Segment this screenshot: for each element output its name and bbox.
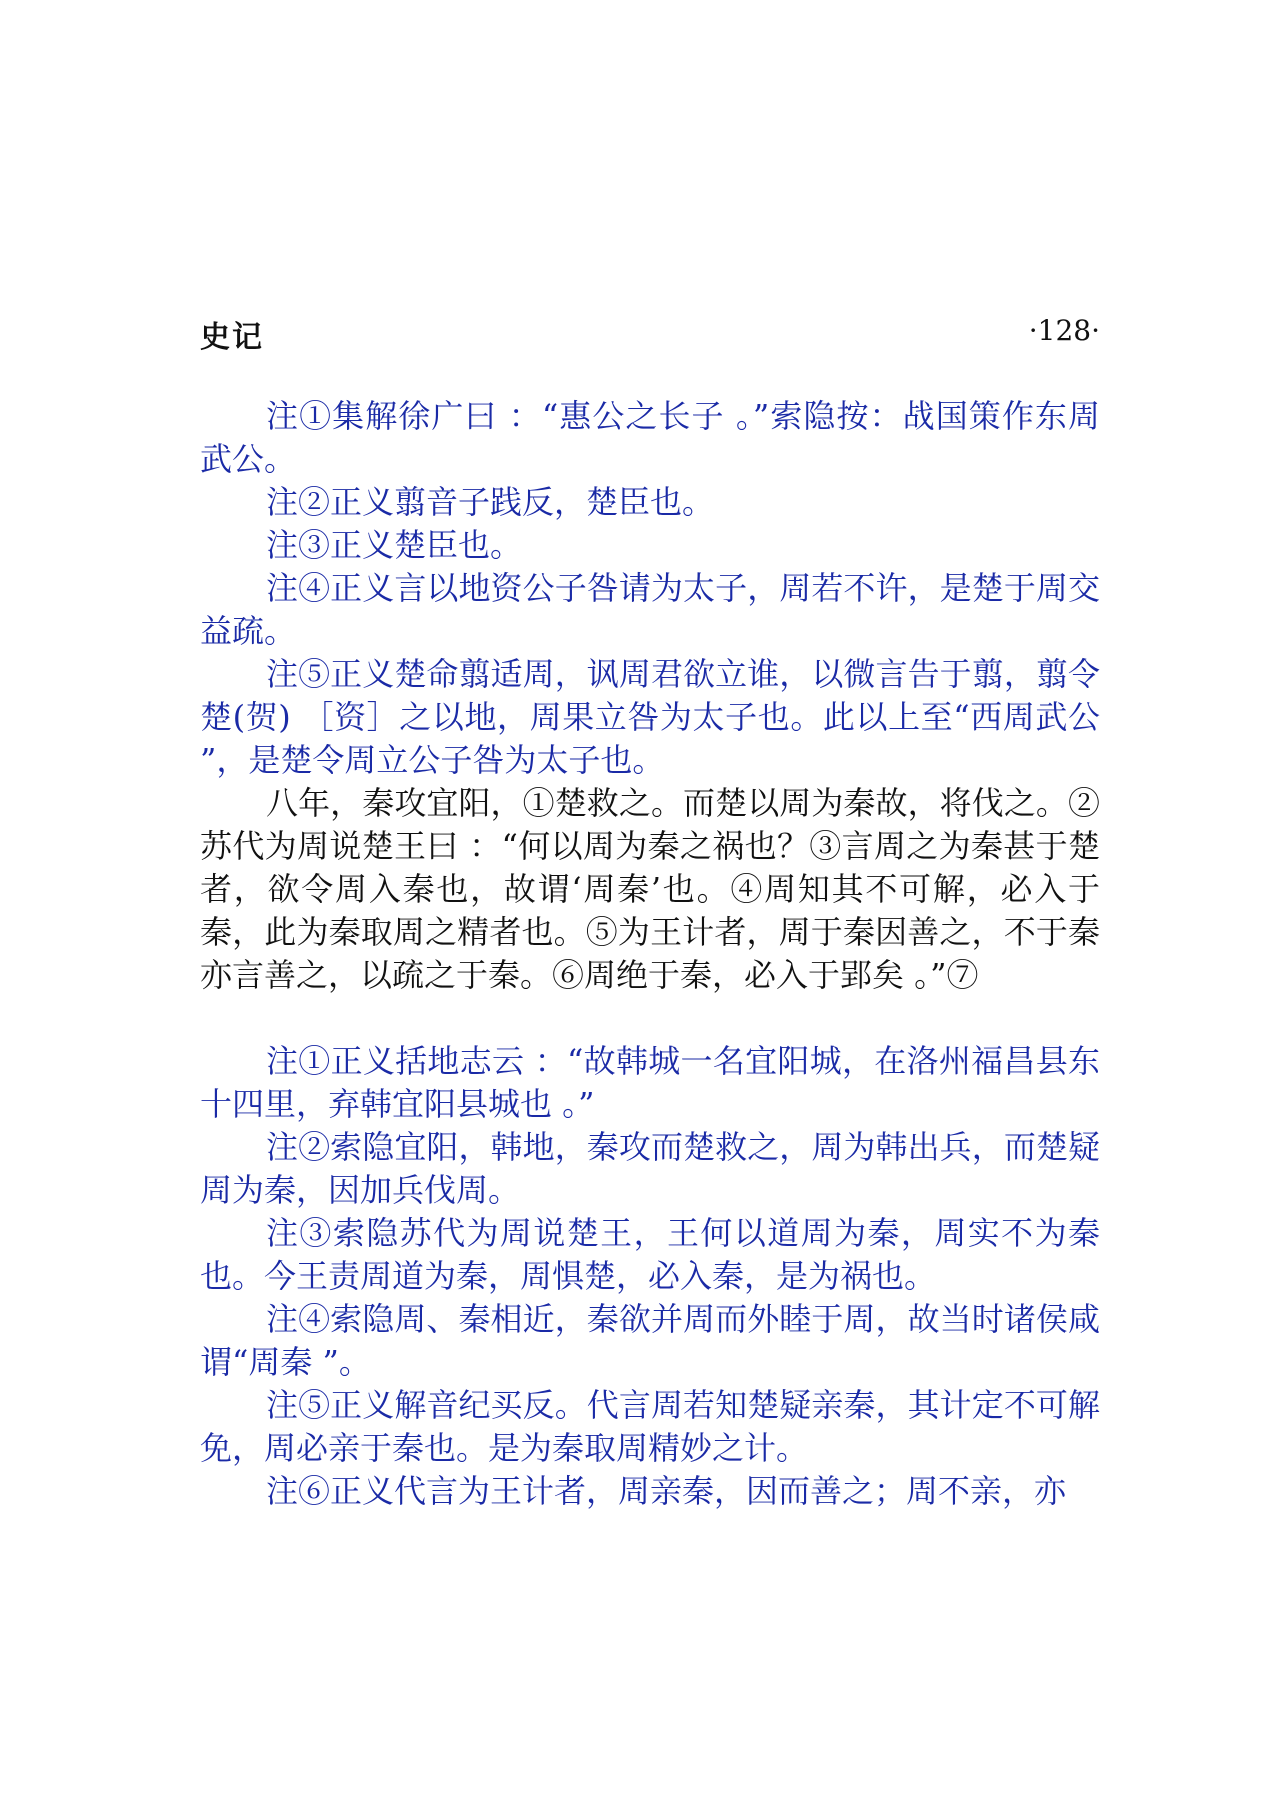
note-paragraph: 注④正义言以地资公子咎请为太子，周若不许，是楚于周交益疏。 (200, 569, 1100, 650)
page-header (200, 312, 1100, 356)
note-paragraph: 注⑤正义楚命翦适周，讽周君欲立谁，以微言告于翦，翦令楚(贺) ［资］之以地，周果立咎为太子也。此以上至“西周武公 ”，是楚令周立公子咎为太子也。 (200, 655, 1100, 779)
section-spacer (200, 997, 1100, 1040)
page-number: ·128· (1028, 314, 1100, 347)
note-paragraph: 注①正义括地志云 ：“故韩城一名宜阳城，在洛州福昌县东十四里，弃韩宜阳县城也 。” (200, 1042, 1100, 1123)
note-paragraph: 注②索隐宜阳，韩地，秦攻而楚救之，周为韩出兵，而楚疑周为秦，因加兵伐周。 (200, 1128, 1100, 1209)
note-paragraph: 注①集解徐广曰 ：“惠公之长子 。”索隐按：战国策作东周武公。 (200, 397, 1100, 478)
note-paragraph: 注②正义翦音子践反，楚臣也。 (266, 483, 715, 521)
note-paragraph: 注③索隐苏代为周说楚王，王何以道周为秦，周实不为秦也。今王责周道为秦，周惧楚，必入秦，是为祸也。 (200, 1214, 1100, 1295)
page-content (200, 395, 1100, 1513)
main-text-paragraph: 八年，秦攻宜阳，①楚救之。而楚以周为秦故，将伐之。②苏代为周说楚王曰 ：“何以周为秦之祸也？③言周之为秦甚于楚者，欲令周入秦也，故谓‘周秦’也。④周知其不可解，必入于秦，此为秦取周之精者也。⑤为王计者，周于秦因善之，不于秦亦言善之，以疏之于秦。⑥周绝于秦，必入于郢矣 。”⑦ (200, 784, 1100, 994)
note-paragraph: 注⑤正义解音纪买反。代言周若知楚疑亲秦，其计定不可解免，周必亲于秦也。是为秦取周精妙之计。 (200, 1386, 1100, 1467)
note-paragraph: 注④索隐周、秦相近，秦欲并周而外睦于周，故当时诸侯咸谓“周秦 ”。 (200, 1300, 1100, 1381)
note-paragraph: 注③正义楚臣也。 (266, 526, 523, 564)
book-title: 史记 (200, 320, 264, 355)
note-paragraph: 注⑥正义代言为王计者，周亲秦，因而善之；周不亲，亦 (266, 1472, 1067, 1510)
